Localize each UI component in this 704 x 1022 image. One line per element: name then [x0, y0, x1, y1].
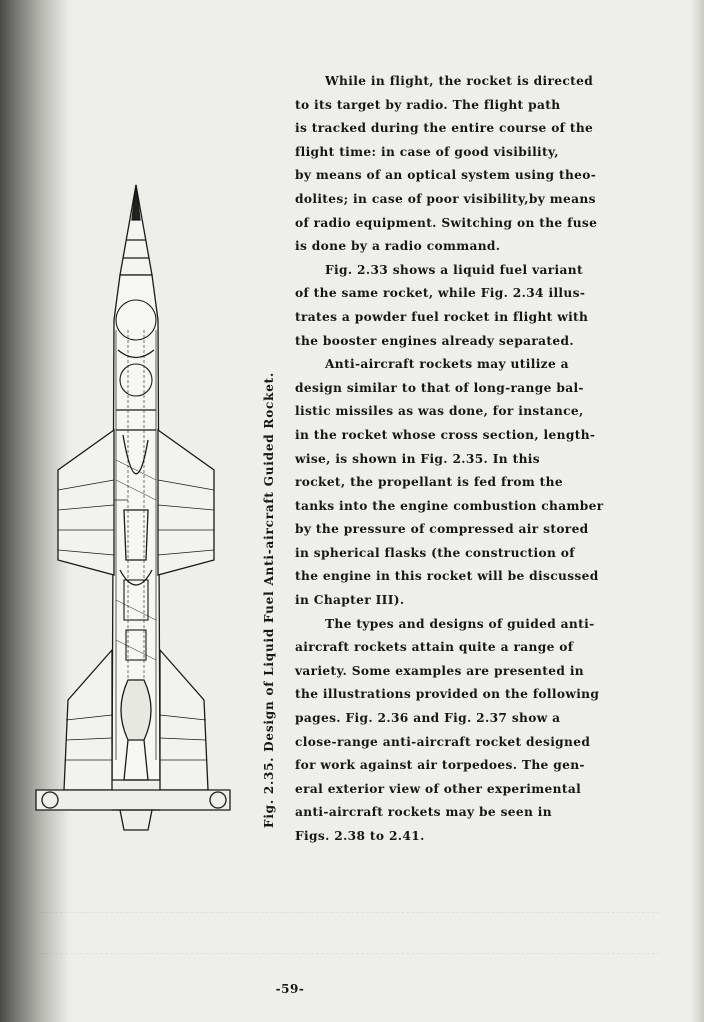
- text-line: is done by a radio command.: [295, 239, 501, 254]
- text-line: by the pressure of compressed air stored: [295, 522, 589, 537]
- text-line: tanks into the engine combustion chamber: [295, 498, 604, 513]
- text-line: Fig. 2.33 shows a liquid fuel variant: [325, 262, 583, 277]
- paragraph: [295, 353, 620, 613]
- text-line: variety. Some examples are presented in: [295, 663, 585, 678]
- figure-caption: Fig. 2.35. Design of Liquid Fuel Anti-aircraft Guided Rocket.: [262, 372, 276, 828]
- body-text: [295, 70, 620, 849]
- mid-wing-left: [58, 430, 114, 575]
- text-line: is tracked during the entire course of the: [295, 121, 594, 136]
- text-line: by means of an optical system using theo-: [295, 168, 597, 183]
- combustion-chamber: [121, 680, 151, 740]
- text-line: wise, is shown in Fig. 2.35. In this: [295, 451, 540, 466]
- text-line: close-range anti-aircraft rocket designed: [295, 734, 591, 749]
- page-number: -59-: [275, 982, 305, 996]
- page-right-edge: [690, 0, 704, 1022]
- text-line: rocket, the propellant is fed from the: [295, 475, 563, 490]
- text-line: to its target by radio. The flight path: [295, 97, 561, 112]
- text-line: aircraft rockets attain quite a range of: [295, 640, 574, 655]
- paragraph: [295, 259, 620, 353]
- tail-fin-left: [64, 650, 112, 790]
- text-line: the booster engines already separated.: [295, 333, 574, 348]
- text-line: The types and designs of guided anti-: [325, 616, 595, 631]
- text-line: in spherical flasks (the construction of: [295, 545, 575, 560]
- mid-wing-right: [158, 430, 214, 575]
- text-line: trates a powder fuel rocket in flight with: [295, 309, 589, 324]
- text-line: the illustrations provided on the following: [295, 687, 600, 702]
- rocket-cross-section-drawing: [28, 180, 238, 845]
- text-line: of the same rocket, while Fig. 2.34 illus-: [295, 286, 586, 301]
- text-line: of radio equipment. Switching on the fuse: [295, 215, 598, 230]
- text-line: in Chapter III).: [295, 593, 405, 608]
- text-line: dolites; in case of poor visibility,by means: [295, 191, 596, 206]
- text-line: for work against air torpedoes. The gen-: [295, 758, 585, 773]
- text-line: in the rocket whose cross section, length-: [295, 427, 596, 442]
- text-line: eral exterior view of other experimental: [295, 781, 582, 796]
- text-line: flight time: in case of good visibility,: [295, 144, 559, 159]
- text-line: pages. Fig. 2.36 and Fig. 2.37 show a: [295, 711, 561, 726]
- text-line: Figs. 2.38 to 2.41.: [295, 829, 425, 843]
- text-line: Anti-aircraft rockets may utilize a: [325, 357, 569, 372]
- text-line: listic missiles as was done, for instance,: [295, 404, 584, 419]
- text-line: design similar to that of long-range bal-: [295, 380, 584, 395]
- paragraph: [295, 613, 620, 849]
- show-through-ghost: [40, 912, 660, 954]
- paragraph: [295, 70, 620, 259]
- text-line: anti-aircraft rockets may be seen in: [295, 805, 552, 820]
- fin-base-bar: [36, 790, 230, 810]
- tail-fin-right: [160, 650, 208, 790]
- text-line: the engine in this rocket will be discussed: [295, 569, 599, 584]
- text-line: While in flight, the rocket is directed: [325, 74, 594, 88]
